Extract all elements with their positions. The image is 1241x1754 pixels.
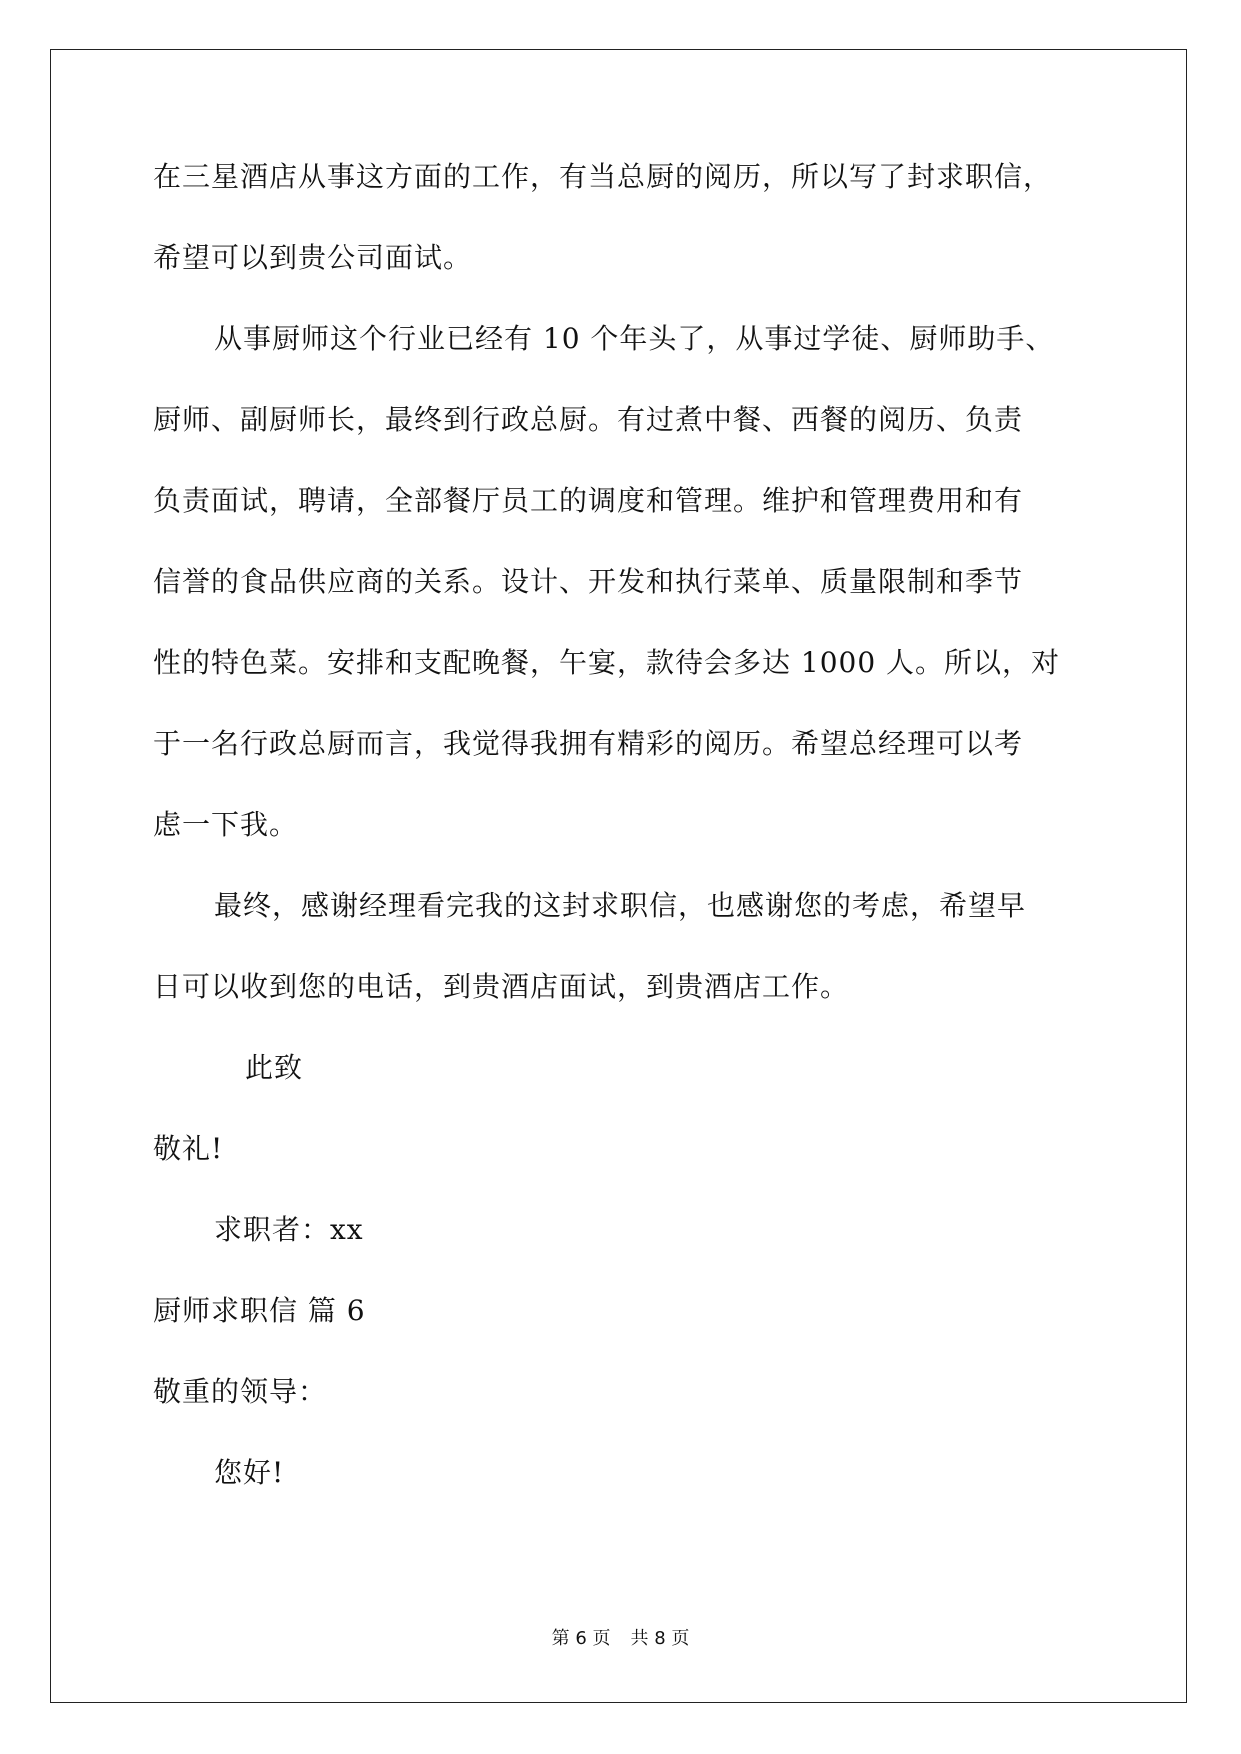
- body-line: 负责面试，聘请，全部餐厅员工的调度和管理。维护和管理费用和有: [153, 484, 1024, 517]
- body-line: 在三星酒店从事这方面的工作，有当总厨的阅历，所以写了封求职信，: [153, 160, 1053, 193]
- body-line: 于一名行政总厨而言，我觉得我拥有精彩的阅历。希望总经理可以考: [153, 727, 1024, 760]
- body-line: 虑一下我。: [153, 808, 299, 841]
- paragraph-start: 最终，感谢经理看完我的这封求职信，也感谢您的考虑，希望早: [214, 889, 1027, 922]
- section-heading: 厨师求职信 篇 6: [153, 1294, 366, 1327]
- closing-regards: 敬礼!: [153, 1132, 224, 1165]
- current-page-number: 第 6 页: [551, 1628, 611, 1649]
- document-body: [153, 160, 1093, 1537]
- signature-line: 求职者：xx: [214, 1213, 364, 1246]
- greeting: 您好!: [214, 1456, 285, 1489]
- body-line: 希望可以到贵公司面试。: [153, 241, 473, 274]
- greeting-recipient: 敬重的领导：: [153, 1375, 328, 1408]
- body-line: 信誉的食品供应商的关系。设计、开发和执行菜单、质量限制和季节: [153, 565, 1024, 598]
- body-line: 日可以收到您的电话，到贵酒店面试，到贵酒店工作。: [153, 970, 850, 1003]
- body-line: 性的特色菜。安排和支配晚餐，午宴，款待会多达 1000 人。所以，对: [153, 646, 1061, 679]
- page-footer: [0, 1624, 1241, 1650]
- closing-salutation: 此致: [245, 1051, 304, 1084]
- total-pages: 共 8 页: [630, 1628, 690, 1649]
- paragraph-start: 从事厨师这个行业已经有 10 个年头了，从事过学徒、厨师助手、: [214, 322, 1055, 355]
- body-line: 厨师、副厨师长，最终到行政总厨。有过煮中餐、西餐的阅历、负责: [153, 403, 1024, 436]
